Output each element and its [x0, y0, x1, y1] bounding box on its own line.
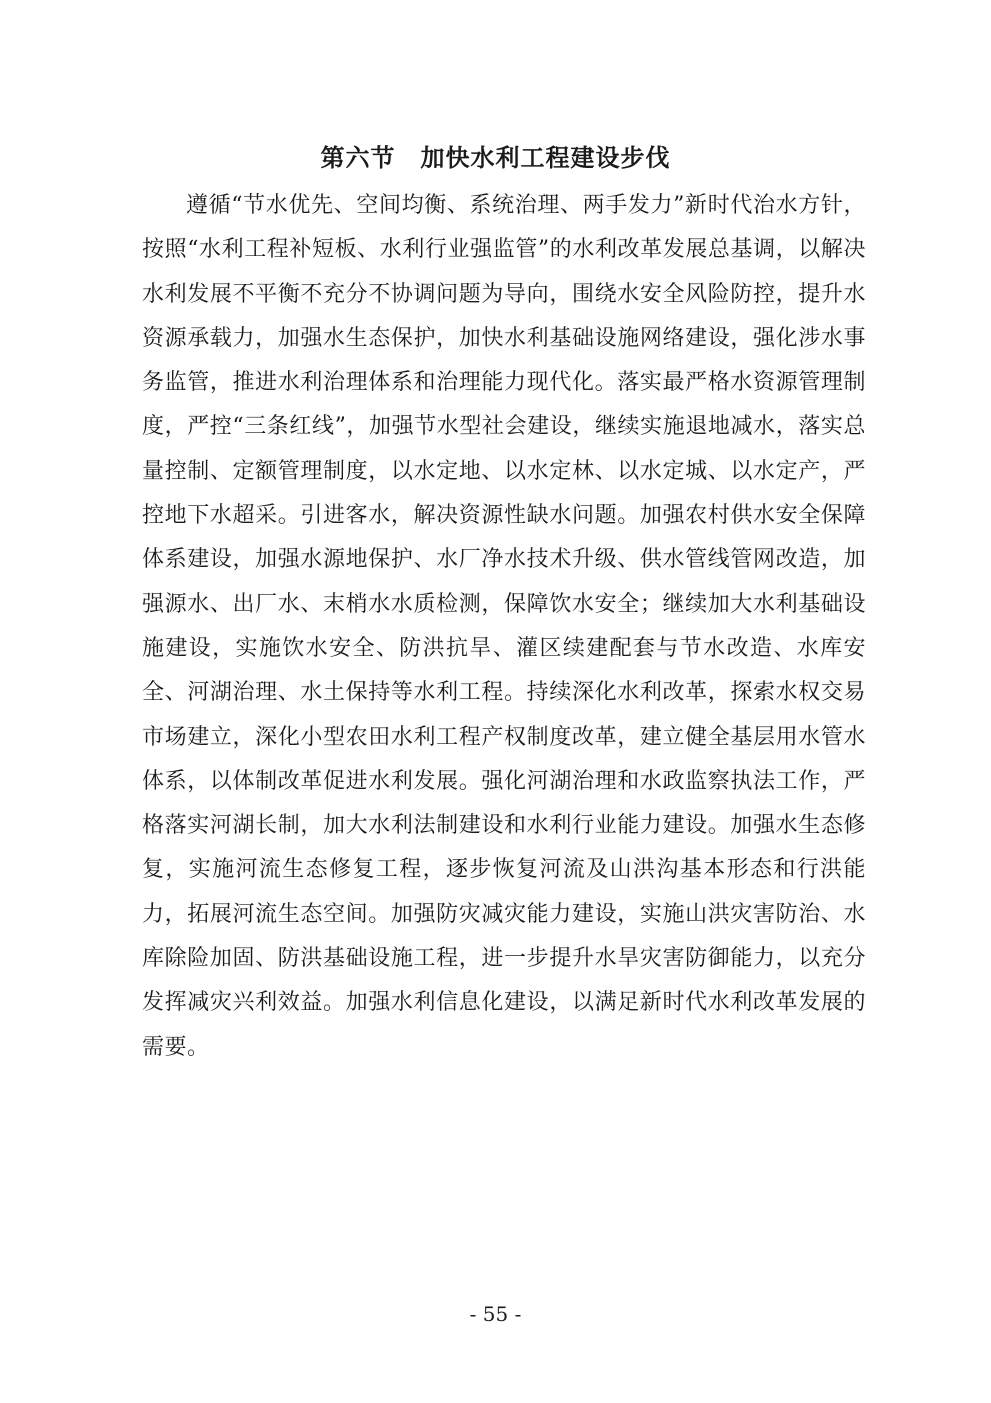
- body-paragraph: 遵循“节水优先、空间均衡、系统治理、两手发力”新时代治水方针，按照“水利工程补短板、水利行业强监管”的水利改革发展总基调，以解决水利发展不平衡不充分不协调问题为导向，围绕水安全风险防控，提升水资源承载力，加强水生态保护，加快水利基础设施网络建设，强化涉水事务监管，推进水利治理体系和治理能力现代化。落实最严格水资源管理制度，严控“三条红线”，加强节水型社会建设，继续实施退地减水，落实总量控制、定额管理制度，以水定地、以水定林、以水定城、以水定产，严控地下水超采。引进客水，解决资源性缺水问题。加强农村供水安全保障体系建设，加强水源地保护、水厂净水技术升级、供水管线管网改造，加强源水、出厂水、末梢水水质检测，保障饮水安全；继续加大水利基础设施建设，实施饮水安全、防洪抗旱、灌区续建配套与节水改造、水库安全、河湖治理、水土保持等水利工程。持续深化水利改革，探索水权交易市场建立，深化小型农田水利工程产权制度改革，建立健全基层用水管水体系，以体制改革促进水利发展。强化河湖治理和水政监察执法工作，严格落实河湖长制，加大水利法制建设和水利行业能力建设。加强水生态修复，实施河流生态修复工程，逐步恢复河流及山洪沟基本形态和行洪能力，拓展河流生态空间。加强防灾减灾能力建设，实施山洪灾害防治、水库除险加固、防洪基础设施工程，进一步提升水旱灾害防御能力，以充分发挥减灾兴利效益。加强水利信息化建设，以满足新时代水利改革发展的需要。: [142, 193, 866, 1060]
- page-number: - 55 -: [469, 1302, 522, 1326]
- section-title: 第六节 加快水利工程建设步伐: [320, 144, 671, 172]
